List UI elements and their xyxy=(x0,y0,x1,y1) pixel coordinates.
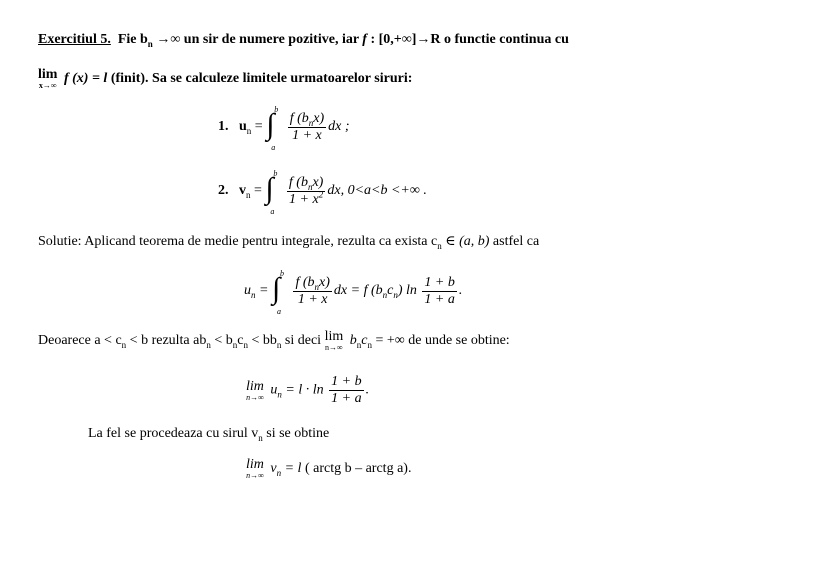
item-1-tail: dx ; xyxy=(328,119,350,135)
exercise-title: Exercitiul 5. xyxy=(38,32,111,47)
solution-equation-1: $u_n$ = ∫ b a $\frac{f (b_nx)}{1 + x}$ dx = f $(b_nc_n)$ ln $\frac{1 + b}{1 + a}$ . xyxy=(244,269,463,316)
item-1-number: 1. xyxy=(218,119,229,135)
item-1-var: u xyxy=(239,119,247,135)
item-1-fraction: $\frac{f (b_nx)}{1 + x}$ xyxy=(289,110,325,143)
statement-limit: lim x→∞ xyxy=(38,67,58,90)
intro-to: →∞ xyxy=(156,32,181,47)
item-2: 2. $v_n$ = ∫ b a $\frac{f (b_nx)}{1 + x^2}$ dx, 0<a<b <+∞ . xyxy=(218,169,427,216)
eq2-limit: lim n→∞ xyxy=(246,378,264,402)
statement-line-2 xyxy=(38,68,412,90)
intro-rest: un sir de numere pozitive, iar xyxy=(180,32,363,47)
integral-sign: ∫ b a xyxy=(271,269,284,316)
lim-expr: f (x) = xyxy=(60,71,104,87)
solution-lafel: La fel se procedeaza cu sirul $v_n$ si se obtine xyxy=(88,426,330,443)
item-2-number: 2. xyxy=(218,183,229,199)
solution-intro: Solutie: Aplicand teorema de medie pentru integrale, rezulta ca exista $c_n$ ∈ (a, b) astfel ca xyxy=(38,234,540,251)
lim-finit: (finit). Sa se calculeze limitele urmatoarelor siruri: xyxy=(107,71,413,87)
solution-equation-3: lim n→∞ $v_n = l$ ( arctg b – arctg a). xyxy=(246,457,412,480)
f-symbol: f xyxy=(362,32,367,47)
item-1: 1. $u_n$ = ∫ b a $\frac{f (b_nx)}{1 + x}$ dx ; xyxy=(218,105,350,152)
deoarece-limit: lim n→∞ xyxy=(324,329,344,352)
integral-sign: ∫ b a xyxy=(266,105,279,152)
item-2-var: v xyxy=(239,183,246,199)
solution-equation-2: lim n→∞ $u_n = l \cdot \ln$ $\frac{1 + b}{1 + a}$ . xyxy=(246,374,370,406)
intro-fie: Fie b xyxy=(117,32,148,47)
item-2-fraction: $\frac{f (b_nx)}{1 + x^2}$ xyxy=(288,174,324,207)
lim-l: l xyxy=(103,71,108,87)
item-2-tail: dx, 0<a<b <+∞ . xyxy=(327,183,427,199)
integral-sign: ∫ b a xyxy=(265,169,278,216)
intro-sub: n xyxy=(147,38,153,49)
eq3-limit: lim n→∞ xyxy=(246,457,264,480)
statement-line-1 xyxy=(38,32,569,48)
solution-deoarece: Deoarece $a < c_n < b$ rezulta $ab_n < b_nc_n < bb_n$ si deci lim n→∞ $b_nc_n$ = +∞ de unde se obtine: xyxy=(38,329,510,352)
f-domain: : [0,+∞]→R o functie continua cu xyxy=(366,32,569,47)
